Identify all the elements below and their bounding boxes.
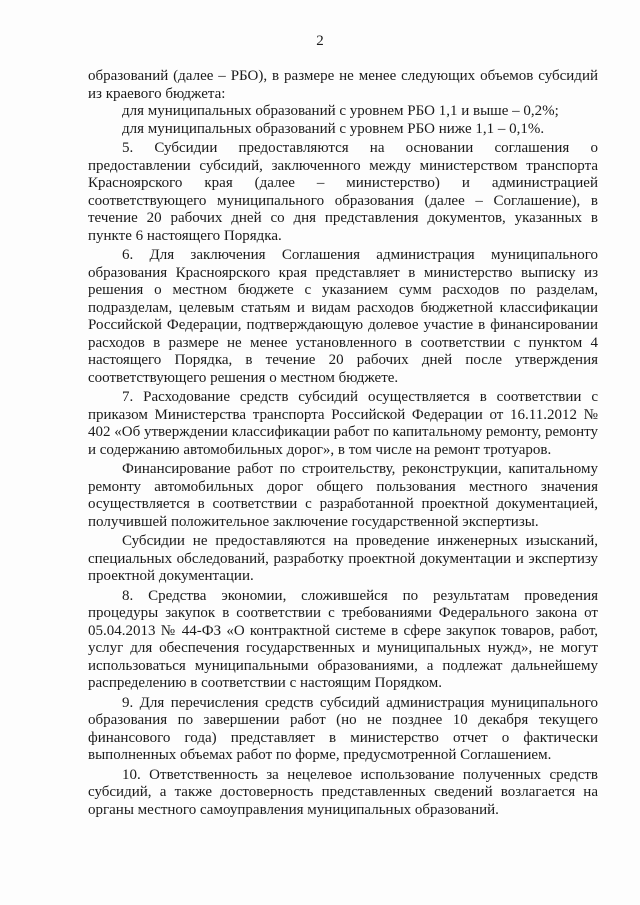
paragraph-9: 9. Для перечисления средств субсидий администрация муниципального образования по завершении работ (но не позднее 10 декабря текущего финансового года) представляет в министерство отчет о фактически выполненных объемах работ по форме, предусмотренной Соглашением. [88,694,598,763]
paragraph-exclusions: Субсидии не предоставляются на проведение инженерных изысканий, специальных обследований, разработку проектной документации и экспертизу проектной документации. [88,533,598,584]
document-body [88,68,598,819]
paragraph-financing: Финансирование работ по строительству, реконструкции, капитальному ремонту автомобильных дорог общего пользования местного значения осуществляется в соответствии с разработанной проектной документацией, получившей положительное заключение государственной экспертизы. [88,461,598,530]
paragraph-6: 6. Для заключения Соглашения администрация муниципального образования Красноярского края представляет в министерство выписку из решения о местном бюджете с указанием сумм расходов по разделам, подразделам, целевым статьям и видам расходов бюджетной классификации Российской Федерации, подтверждающую долевое участие в финансировании расходов в размере не менее установленного в соответствии с пунктом 4 настоящего Порядка, в течение 20 рабочих дней после утверждения соответствующего решения о местном бюджете. [88,247,598,386]
paragraph-rbo-low: для муниципальных образований с уровнем РБО ниже 1,1 – 0,1%. [122,120,545,137]
paragraph-5: 5. Субсидии предоставляются на основании соглашения о предоставлении субсидий, заключенного между министерством транспорта Красноярского края (далее – министерство) и администрацией соответствующего муниципального образования (далее – Соглашение), в течение 20 рабочих дней со дня представления документов, указанных в пункте 6 настоящего Порядка. [88,140,598,244]
paragraph-7: 7. Расходование средств субсидий осуществляется в соответствии с приказом Министерства транспорта Российской Федерации от 16.11.2012 № 402 «Об утверждении классификации работ по капитальному ремонту, ремонту и содержанию автомобильных дорог», в том числе на ремонт тротуаров. [88,389,598,458]
paragraph-8: 8. Средства экономии, сложившейся по результатам проведения процедуры закупок в соответствии с требованиями Федерального закона от 05.04.2013 № 44-ФЗ «О контрактной системе в сфере закупок товаров, работ, услуг для обеспечения государственных и муниципальных нужд», не могут использоваться муниципальными образованиями, а подлежат дальнейшему распределению в соответствии с настоящим Порядком. [88,587,598,691]
page-number: 2 [316,33,324,49]
paragraph-rbo-high: для муниципальных образований с уровнем РБО 1,1 и выше – 0,2%; [122,103,559,119]
paragraph-intro: образований (далее – РБО), в размере не менее следующих объемов субсидий из краевого бюджета: [88,68,598,102]
paragraph-10: 10. Ответственность за нецелевое использование полученных средств субсидий, а также достоверность представленных сведений возлагается на органы местного самоуправления муниципальных образований. [88,766,598,818]
